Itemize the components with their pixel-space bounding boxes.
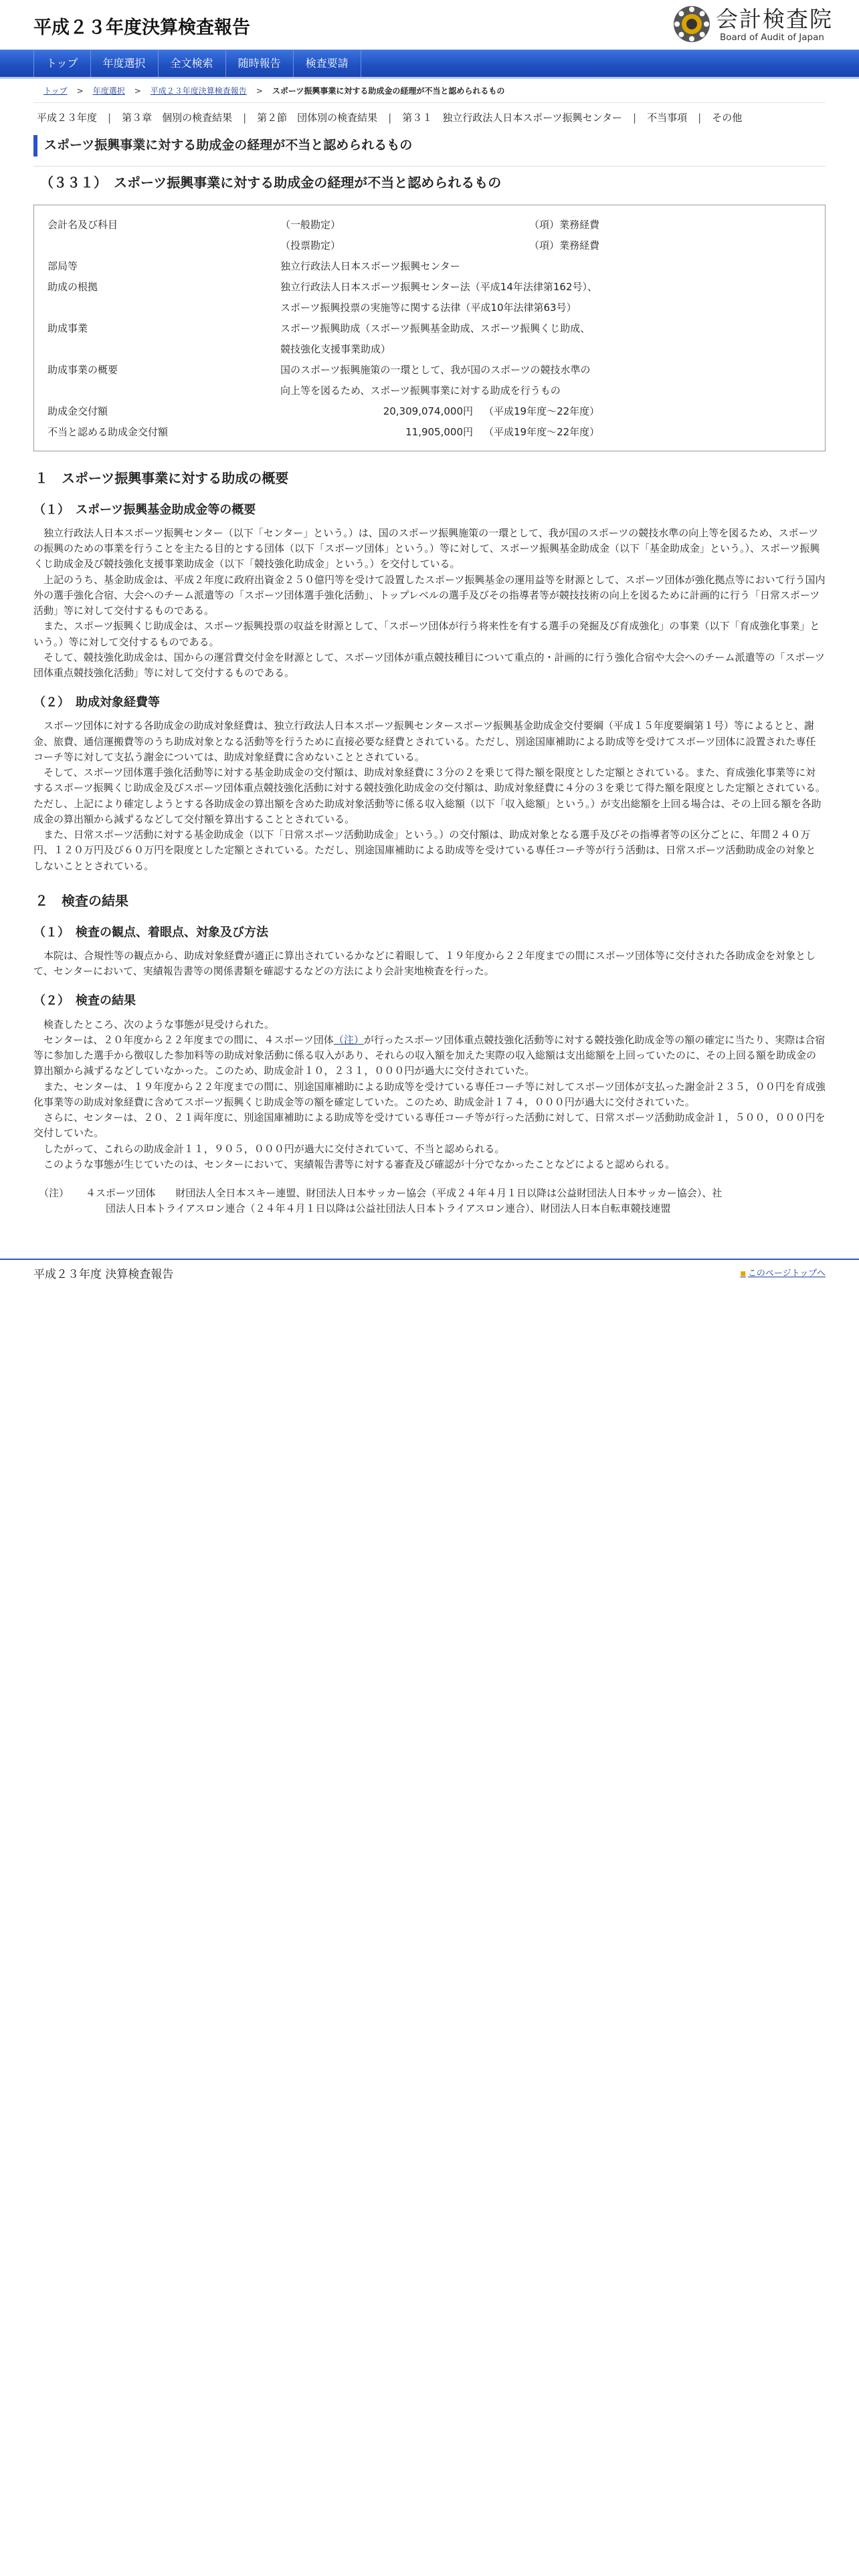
logo-subtext: Board of Audit of Japan xyxy=(720,32,824,43)
section2-sub1-body xyxy=(0,948,859,980)
section1-heading: １ スポーツ振興事業に対する助成の概要 xyxy=(35,469,289,486)
paragraph: また、日常スポーツ活動に対する基金助成金（以下「日常スポーツ活動助成金」という。）の交付額は、助成対象となる選手及びその指導者等の区分ごとに、年間２４０万円、１２０万円及び６０万円を限度とした定額とされている。ただし、別途国庫補助による助成等を受けている専任コーチ等が行う活動は、日常スポーツ活動助成金の対象としないこととされている。 xyxy=(33,829,816,872)
info-row-grant: 助成金交付額 20,309,074,000円 （平成19年度～22年度） xyxy=(46,401,813,422)
breadcrumb-top[interactable]: トップ xyxy=(43,86,68,96)
footnote xyxy=(33,1186,826,1217)
nav-audit-requests[interactable]: 検査要請 xyxy=(294,50,361,77)
paragraph: そして、スポーツ団体選手強化活動等に対する基金助成金の交付額は、助成対象経費に３分の２を乗じて得た額を限度とした定額とされている。また、育成強化事業等に対するスポーツ振興くじ助成金及びスポーツ団体重点競技強化活動に対する競技強化助成金の交付額は、助成対象経費に４分の３を乗じて得た額を限度とした定額とされている。ただし、上記により確定しようとする各助成金の算出額を含めた助成対象活動等に係る収入総額（以下「収入総額」という。）が支出総額を上回る場合は、その上回る額を各助成金の算出額から減ずるなどして交付額を算出することとされている。 xyxy=(33,766,826,825)
breadcrumb-report[interactable]: 平成２３年度決算検査報告 xyxy=(150,86,247,96)
info-row-basis: 助成の根拠 独立行政法人日本スポーツ振興センター法（平成14年法律第162号）、 xyxy=(47,280,598,293)
grant-amount: 20,309,074,000円 xyxy=(383,405,473,417)
footnote-label: （注） xyxy=(39,1187,70,1200)
paragraph: さらに、センターは、２０、２１両年度に、別途国庫補助による助成等を受けている専任コーチ等が行った活動に対して、日常スポーツ活動助成金計１，５００，０００円を交付していた。 xyxy=(33,1111,826,1140)
section2-sub2-body xyxy=(0,1017,859,1173)
paragraph: そして、競技強化助成金は、国からの運営費交付金を財源として、スポーツ団体が重点競技種目について重点的・計画的に行う強化合宿や大会へのチーム派遣等の「スポーツ団体重点競技強化活動」等に対して交付するものである。 xyxy=(33,651,825,679)
path-year: 平成２３年度 xyxy=(37,112,98,124)
section2-sub2-heading: （２） 検査の結果 xyxy=(33,994,136,1008)
site-title: 平成２３年度決算検査報告 xyxy=(33,17,250,38)
paragraph: このような事態が生じていたのは、センターにおいて、実績報告書等に対する審査及び確認が十分でなかったことなどによると認められる。 xyxy=(43,1158,676,1170)
site-header xyxy=(0,0,859,49)
case-title: （３３１） スポーツ振興事業に対する助成金の経理が不当と認められるもの xyxy=(33,166,826,193)
logo-text: 会計検査院 xyxy=(716,6,833,32)
info-row-summary: 助成事業の概要 国のスポーツ振興施策の一環として、我が国のスポーツの競技水準の xyxy=(47,363,591,376)
main-nav xyxy=(0,49,859,79)
paragraph: したがって、これらの助成金計１１，９０５，０００円が過大に交付されていて、不当と認められる。 xyxy=(43,1142,505,1155)
path-chapter: 第３章 個別の検査結果 xyxy=(122,112,233,124)
case-info-box: 会計名及び科目 （一般勘定） （項）業務経費 （投票勘定） （項）業務経費 部局等 独立行政法人日本スポーツ振興センター 助成の根拠 独立行政法人日本スポーツ振興センター法（平成14年法律第162号）、 スポーツ振興投票の実施等に関する法律（平成10年法律第63号） 助成事業 スポーツ振興助成（スポーツ振興基金助成、スポーツ振興くじ助成、 競技強化支援事業助成） 助成事業の概要 国のスポーツ振興施策の一環として、我が国のスポーツの競技水準の 向上等を図るため、スポーツ振興事業に対する助成を行うもの 助成金交付額 20,309,074,000円 （平成19年度～22年度） 不当と認める助成金交付額 11,905,000円 （平成19年度～22年度） xyxy=(33,205,826,451)
page-top-link[interactable]: ■ このページトップへ xyxy=(740,1268,826,1281)
board-of-audit-logo[interactable] xyxy=(672,3,833,45)
breadcrumb-year-select[interactable]: 年度選択 xyxy=(92,86,125,96)
path-category: 不当事項 xyxy=(647,112,688,124)
paragraph: また、センターは、１９年度から２２年度までの間に、別途国庫補助による助成等を受けている専任コーチ等に対してスポーツ団体が支払った謝金計２３５，００円を育成強化事業等の助成対象経費に含めてスポーツ振興くじ助成金等の額を確定していた。このため、助成金計１７４，０００円が過大に交付されていた。 xyxy=(33,1080,826,1108)
footnote-text: ４スポーツ団体 財団法人全日本スキー連盟、財団法人日本サッカー協会（平成２４年４月１日以降は公益財団法人日本サッカー協会）、社 xyxy=(86,1187,723,1200)
document-path: 平成２３年度 | 第３章 個別の検査結果 | 第２節 団体別の検査結果 | 第３１ 独立行政法人日本スポーツ振興センター | 不当事項 | その他 xyxy=(37,112,743,124)
section1-sub2-heading: （２） 助成対象経費等 xyxy=(33,695,160,710)
section1-sub1-body xyxy=(0,526,859,681)
path-organization: 第３１ 独立行政法人日本スポーツ振興センター xyxy=(402,112,623,124)
footnote-link[interactable]: （注） xyxy=(333,1033,364,1046)
path-section: 第２節 団体別の検査結果 xyxy=(257,112,378,124)
section1-sub1-heading: （１） スポーツ振興基金助成金等の概要 xyxy=(33,502,256,517)
path-subcategory: その他 xyxy=(712,112,743,124)
page-heading: スポーツ振興事業に対する助成金の経理が不当と認められるもの xyxy=(33,135,826,156)
info-row-account: 会計名及び科目 （一般勘定） （項）業務経費 xyxy=(46,215,813,235)
improper-amount: 11,905,000円 xyxy=(405,425,473,438)
paragraph: 検査したところ、次のような事態が見受けられた。 xyxy=(43,1018,275,1031)
nav-fulltext-search[interactable]: 全文検索 xyxy=(159,50,226,77)
nav-year-select[interactable]: 年度選択 xyxy=(91,50,159,77)
info-label: 会計名及び科目 xyxy=(47,218,118,231)
paragraph: センターは、２０年度から２２年度までの間に、４スポーツ団体（注）が行ったスポーツ団体重点競技強化活動等に対する競技強化助成金等の額の確定に当たり、実際は合宿等に参加した選手から徴収した参加料等の助成対象活動に係る収入があり、それらの収入額を加えた実際の収入総額は支出総額を上回っていたのに、その上回る額を助成金の算出額から減ずるなどしていなかった。このため、助成金計１０，２３１，０００円が過大に交付されていた。 xyxy=(33,1033,826,1077)
paragraph: 本院は、合規性等の観点から、助成対象経費が適正に算出されているかなどに着眼して、１９年度から２２年度までの間にスポーツ団体等に交付された各助成金を対象として、センターにおいて、実績報告書等の関係書類を確認するなどの方法により会計実地検査を行った。 xyxy=(33,949,816,978)
footnote-text-continued: 団法人日本トライアスロン連合（２４年４月１日以降は公益社団法人日本トライアスロン連合）、財団法人日本自転車競技連盟 xyxy=(106,1202,671,1215)
paragraph: スポーツ団体に対する各助成金の助成対象経費は、独立行政法人日本スポーツ振興センタースポーツ振興基金助成金交付要綱（平成１５年度要綱第１号）等によるとと、謝金、旅費、通信運搬費等のうち助成対象となる活動等を行うために直接必要な経費とされている。ただし、別途国庫補助による助成等を受けてスポーツ団体に設置された専任コーチ等に対して支払う謝金については、助成対象経費に含めないこととされている。 xyxy=(33,720,816,763)
nav-special-reports[interactable]: 随時報告 xyxy=(226,50,294,77)
info-row-improper: 不当と認める助成金交付額 11,905,000円 （平成19年度～22年度） xyxy=(46,422,813,443)
site-footer xyxy=(0,1259,859,1305)
info-row-bureau: 部局等 独立行政法人日本スポーツ振興センター xyxy=(47,259,460,272)
breadcrumb: トップ > 年度選択 > 平成２３年度決算検査報告 > スポーツ振興事業に対する助成金の経理が不当と認められるもの xyxy=(33,79,826,103)
section2-heading: ２ 検査の結果 xyxy=(35,892,128,909)
info-row-account-2: （投票勘定） （項）業務経費 xyxy=(280,239,600,251)
paragraph: また、スポーツ振興くじ助成金は、スポーツ振興投票の収益を財源として、「スポーツ団体が行う将来性を有する選手の発掘及び育成強化」の事業（以下「育成強化事業」という。）等に対して交付するものである。 xyxy=(33,620,820,648)
footer-title: 平成２３年度 決算検査報告 xyxy=(33,1267,174,1281)
emblem-icon xyxy=(673,5,710,43)
nav-top[interactable]: トップ xyxy=(33,50,91,77)
section1-sub2-body xyxy=(0,718,859,874)
section2-sub1-heading: （１） 検査の観点、着眼点、対象及び方法 xyxy=(33,925,268,940)
paragraph: 上記のうち、基金助成金は、平成２年度に政府出資金２５０億円等を受けて設置したスポーツ振興基金の運用益等を財源として、スポーツ団体が強化拠点等において行う国内外の選手強化合宿、大会へのチーム派遣等の「スポーツ団体選手強化活動」、トップレベルの選手及びその指導者等が競技技術の向上を図るために計画的に行う「日常スポーツ活動」等に対して交付するものである。 xyxy=(33,573,826,617)
paragraph: 独立行政法人日本スポーツ振興センター（以下「センター」という。）は、国のスポーツ振興施策の一環として、我が国のスポーツの競技水準の向上等を図るため、スポーツの振興のための事業を行うことを主たる目的とする団体（以下「スポーツ団体」という。）等に対して、スポーツ振興基金助成金（以下「基金助成金」という。）、スポーツ振興くじ助成金及び競技強化支援事業助成金（以下「競技強化助成金」という。）を交付している。 xyxy=(33,526,820,570)
breadcrumb-current: スポーツ振興事業に対する助成金の経理が不当と認められるもの xyxy=(272,86,505,96)
info-row-project: 助成事業 スポーツ振興助成（スポーツ振興基金助成、スポーツ振興くじ助成、 xyxy=(47,322,591,334)
